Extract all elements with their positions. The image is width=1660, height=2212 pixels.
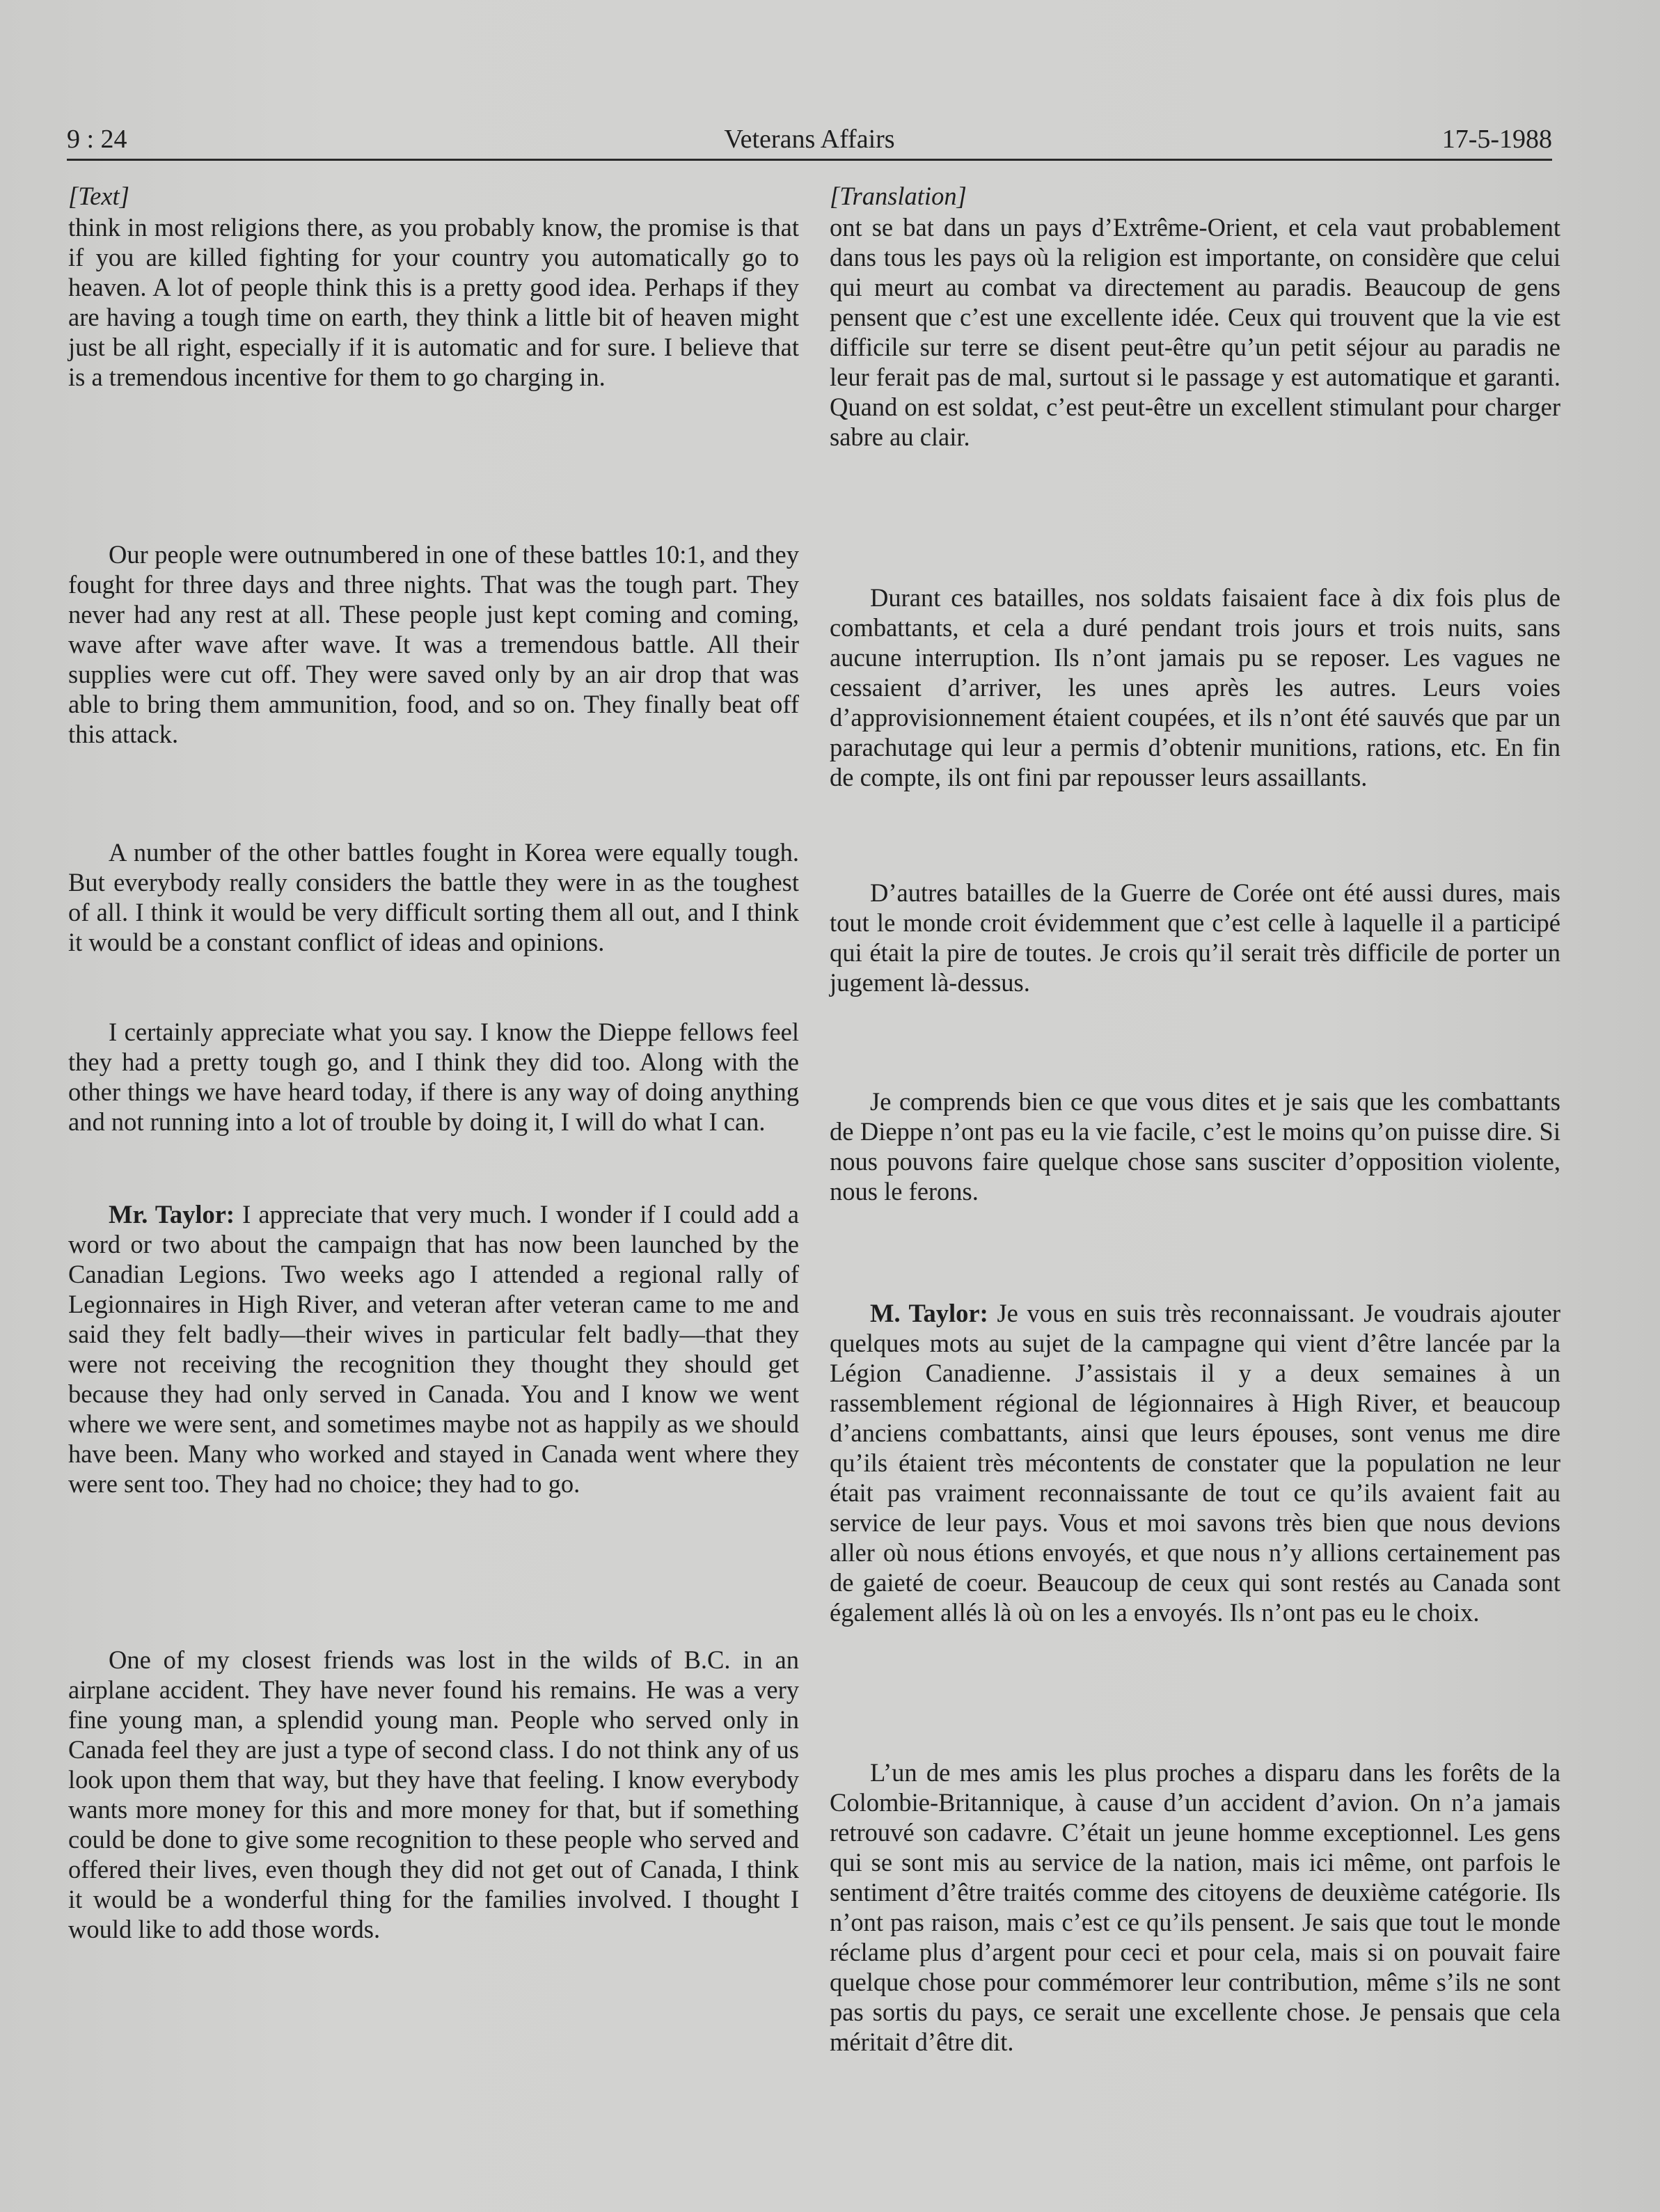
french-paragraph-5-text: Je vous en suis très reconnaissant. Je voudrais ajouter quelques mots au sujet de la campagne qui vient d’être lancée par la Légion Canadienne. J’assistais il y a deux semaines à un rassemblement régional de légionnaires à High River, et beaucoup d’anciens combattants, ainsi que leurs épouses, sont venus me dire qu’ils étaient très mécontents de constater que la population ne leur était pas vraiment reconnaissante de tout ce qu’ils avaient fait au service de leur pays. Vous et moi savons très bien que nous devions aller où nous étions envoyés, et que nous n’y allions certainement pas de gaieté de coeur. Beaucoup de ceux qui sont restés au Canada sont également allés là où on les a envoyés. Ils n’ont pas eu le choix. <box>830 1299 1560 1627</box>
english-paragraph-4: I certainly appreciate what you say. I know the Dieppe fellows feel they had a pretty tough go, and I think they did too. Along with the other things we have heard today, if there is any way of doing anything and not running into a lot of trouble by doing it, I will do what I can. <box>68 1018 799 1136</box>
page-header <box>67 120 1552 161</box>
english-speaker-label: Mr. Taylor: <box>109 1200 235 1229</box>
french-translation-tag: [Translation] <box>830 182 967 210</box>
english-paragraph-6: One of my closest friends was lost in the wilds of B.C. in an airplane accident. They have never found his remains. He was a very fine young man, a splendid young man. People who served only in Canada feel they are just a type of second class. I do not think any of us look upon them that way, but they have that feeling. I know everybody wants more money for this and more money for that, but if something could be done to give some recognition to these people who served and offered their lives, even though they did not get out of Canada, I think it would be a wonderful thing for the families involved. I thought I would like to add those words. <box>68 1645 799 1943</box>
french-paragraph-6: L’un de mes amis les plus proches a disparu dans les forêts de la Colombie-Britannique, à cause d’un accident d’avion. On n’a jamais retrouvé son cadavre. C’était un jeune homme exceptionnel. Les gens qui se sont mis au service de la nation, mais ici même, ont parfois le sentiment d’être traités comme des citoyens de deuxième catégorie. Ils n’ont pas raison, mais c’est ce qu’ils pensent. Je sais que tout le monde réclame plus d’argent pour ceci et pour cela, mais si on pouvait faire quelque chose pour commémorer leur contribution, même s’ils ne sont pas sortis du pays, ce serait une excellente chose. Je pensais que cela méritait d’être dit. <box>830 1758 1560 2056</box>
english-paragraph-2: Our people were outnumbered in one of these battles 10:1, and they fought for three days and three nights. That was the tough part. They never had any rest at all. These people just kept coming and coming, wave after wave after wave. It was a tremendous battle. All their supplies were cut off. They were saved only by an air drop that was able to bring them ammunition, food, and so on. They finally beat off this attack. <box>68 540 799 748</box>
french-column <box>830 181 1560 2057</box>
english-paragraph-3: A number of the other battles fought in Korea were equally tough. But everybody really considers the battle they were in as the toughest of all. I think it would be very difficult sorting them all out, and I think it would be a constant conflict of ideas and opinions. <box>68 838 799 956</box>
english-paragraph-5-text: I appreciate that very much. I wonder if I could add a word or two about the campaign that has now been launched by the Canadian Legions. Two weeks ago I attended a regional rally of Legionnaires in High River, and veteran after veteran came to me and said they felt badly—their wives in particular felt badly—that they were not receiving the recognition they thought they should get because they had only served in Canada. You and I know we went where we were sent, and sometimes maybe not as happily as we should have been. Many who worked and stayed in Canada went where they were sent too. They had no choice; they had to go. <box>68 1200 799 1498</box>
french-paragraph-5 <box>830 1298 1560 1720</box>
french-speaker-label: M. Taylor: <box>870 1299 988 1327</box>
english-column <box>68 181 799 1944</box>
running-title: Veterans Affairs <box>724 125 895 154</box>
french-paragraph-2: Durant ces batailles, nos soldats faisaient face à dix fois plus de combattants, et cela a duré pendant trois jours et trois nuits, sans aucune interruption. Ils n’ont jamais pu se reposer. Les vagues ne cessaient d’arriver, les unes après les autres. Leurs voies d’approvisionnement étaient coupées, et ils n’ont été sauvés que par un parachutage qui leur a permis d’obtenir munitions, rations, etc. En fin de compte, ils ont fini par repousser leurs assaillants. <box>830 583 1560 791</box>
english-paragraph-5 <box>68 1199 799 1561</box>
english-paragraph-1: think in most religions there, as you probably know, the promise is that if you are killed fighting for your country you automatically go to heaven. A lot of people think this is a pretty good idea. Perhaps if they are having a tough time on earth, they think a little bit of heaven might just be all right, especially if it is automatic and for sure. I believe that is a tremendous incentive for them to go charging in. <box>68 213 799 391</box>
english-text-tag: [Text] <box>68 182 129 210</box>
french-paragraph-3: D’autres batailles de la Guerre de Corée ont été aussi dures, mais tout le monde croit évidemment que c’est celle à laquelle il a participé qui était la pire de toutes. Je crois qu’il serait très difficile de porter un jugement là-dessus. <box>830 878 1560 997</box>
french-paragraph-1: ont se bat dans un pays d’Extrême-Orient, et cela vaut probablement dans tous les pays où la religion est importante, on considère que celui qui meurt au combat va directement au paradis. Beaucoup de gens pensent que c’est une excellente idée. Ceux qui trouvent que la vie est difficile sur terre se disent peut-être qu’un petit séjour au paradis ne leur ferait pas de mal, surtout si le passage y est automatique et garanti. Quand on est soldat, c’est peut-être un excellent stimulant pour charger sabre au clair. <box>830 213 1560 451</box>
header-date: 17-5-1988 <box>1441 125 1552 154</box>
french-paragraph-4: Je comprends bien ce que vous dites et je sais que les combattants de Dieppe n’ont pas eu la vie facile, c’est le moins qu’on puisse dire. Si nous pouvons faire quelque chose sans susciter d’opposition violente, nous le ferons. <box>830 1087 1560 1206</box>
page-number: 9 : 24 <box>67 125 127 154</box>
